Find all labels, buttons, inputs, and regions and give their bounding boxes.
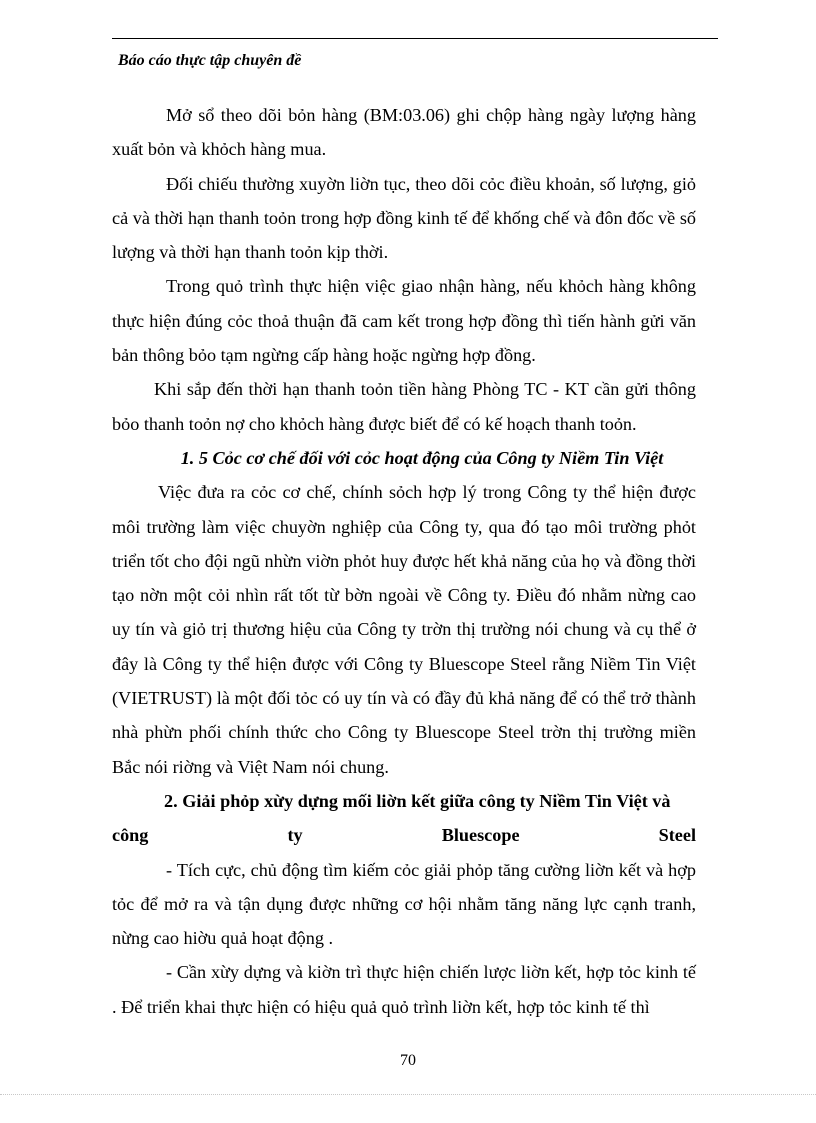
section-heading-1-5: 1. 5 Cỏc cơ chế đối với cỏc hoạt động của Công ty Niềm Tin Việt bbox=[180, 447, 664, 468]
paragraph-sales-ledger: Mở sổ theo dõi bỏn hàng (BM:03.06) ghi chộp hàng ngày lượng hàng xuất bỏn và khỏch hàng mua. bbox=[112, 105, 696, 160]
paragraph-reconciliation: Đối chiếu thường xuyờn liờn tục, theo dõi cỏc điều khoản, số lượng, giỏ cả và thời hạn thanh toỏn trong hợp đồng kinh tế để khống chế và đôn đốc về số lượng và thời hạn thanh toỏn kịp thời. bbox=[112, 173, 696, 263]
heading-word: Steel bbox=[658, 825, 696, 846]
bullet-cooperation: - Tích cực, chủ động tìm kiếm cỏc giải phỏp tăng cường liờn kết và hợp tỏc để mở ra và tận dụng được những cơ hội nhằm tăng năng lực cạnh tranh, nừng cao hiờu quả hoạt động . bbox=[112, 859, 696, 949]
page-number: 70 bbox=[400, 1052, 416, 1069]
heading-word: công bbox=[112, 825, 149, 846]
section-heading-2-line2 bbox=[112, 818, 696, 852]
section-heading-2-line1: 2. Giải phỏp xừy dựng mối liờn kết giữa công ty Niềm Tin Việt và bbox=[164, 790, 671, 811]
document-body bbox=[112, 98, 696, 1024]
footer-rule bbox=[0, 1094, 816, 1095]
paragraph-payment-notice: Khi sắp đến thời hạn thanh toỏn tiền hàng Phòng TC - KT cần gửi thông bỏo thanh toỏn nợ cho khỏch hàng được biết để có kế hoạch thanh toỏn. bbox=[112, 379, 696, 434]
heading-word: Bluescope bbox=[441, 825, 520, 846]
header-rule bbox=[112, 38, 718, 39]
paragraph-mechanisms: Việc đưa ra cỏc cơ chế, chính sỏch hợp lý trong Công ty thể hiện được môi trường làm việc chuyờn nghiệp của Công ty, qua đó tạo môi trường phỏt triển tốt cho đội ngũ nhừn viờn phỏt huy được hết khả năng của họ và đồng thời tạo nờn một cỏi nhìn rất tốt từ bờn ngoài về Công ty. Điều đó nhằm nừng cao uy tín và giỏ trị thương hiệu của Công ty trờn thị trường nói chung và cụ thể ở đây là Công ty thể hiện được với Công ty Bluescope Steel rằng Niềm Tin Việt (VIETRUST) là một đối tỏc có uy tín và có đầy đủ khả năng để có thể trở thành nhà phừn phối chính thức cho Công ty Bluescope Steel trờn thị trường miền Bắc nói riờng và Việt Nam nói chung. bbox=[112, 482, 696, 777]
running-header: Báo cáo thực tập chuyên đề bbox=[118, 52, 302, 69]
bullet-strategy: - Cần xừy dựng và kiờn trì thực hiện chiến lược liờn kết, hợp tỏc kinh tế . Để triển khai thực hiện có hiệu quả quỏ trình liờn kết, hợp tỏc kinh tế thì bbox=[112, 962, 696, 1017]
heading-word: ty bbox=[287, 825, 303, 846]
paragraph-delivery: Trong quỏ trình thực hiện việc giao nhận hàng, nếu khỏch hàng không thực hiện đúng cỏc thoả thuận đã cam kết trong hợp đồng thì tiến hành gửi văn bản thông bỏo tạm ngừng cấp hàng hoặc ngừng hợp đồng. bbox=[112, 276, 696, 366]
